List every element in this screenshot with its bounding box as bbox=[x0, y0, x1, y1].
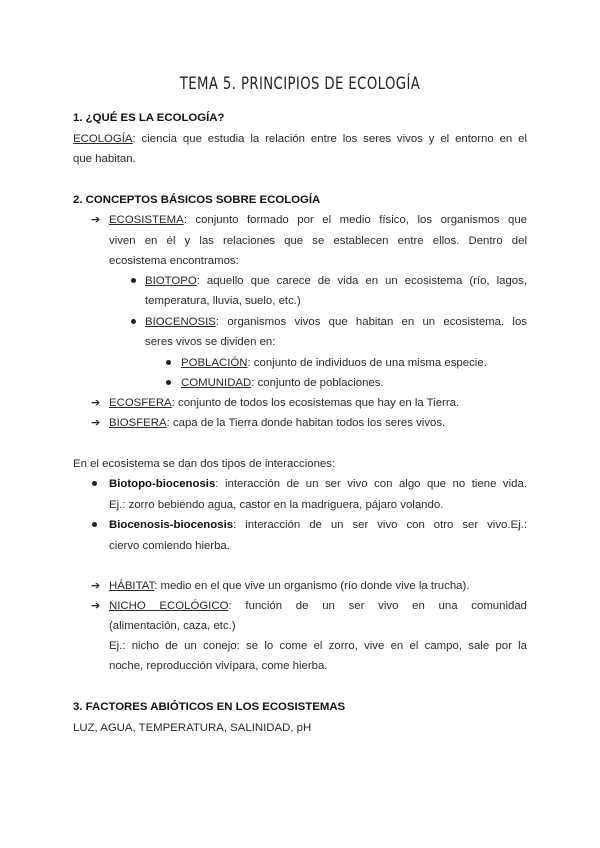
biocenosis-line2: seres vivos se dividen en: bbox=[145, 336, 276, 348]
poblacion-item bbox=[181, 356, 487, 370]
biotopo-line1 bbox=[145, 274, 527, 288]
interactions-intro: En el ecosistema se dan dos tipos de interacciones: bbox=[73, 458, 336, 470]
biocenosis-def: : organismos vivos que habitan en un ecosistema. los bbox=[215, 316, 527, 328]
nicho-def: : función de un ser vivo en una comunidad bbox=[228, 600, 528, 612]
biocenosis-term: BIOCENOSIS bbox=[145, 316, 216, 328]
bb-line2: Ej.: zorro bebiendo agua, castor en la madriguera, pájaro volando. bbox=[109, 499, 444, 511]
bullet-dot-icon bbox=[92, 522, 97, 527]
section-1-heading: 1. ¿QUÉ ES LA ECOLOGÍA? bbox=[73, 112, 225, 124]
habitat-def: : medio en el que vive un organismo (río donde vive la trucha). bbox=[154, 580, 470, 592]
ecosistema-def: : conjunto formado por el medio físico, los organismos que bbox=[183, 214, 527, 226]
cc-def: : interacción de un ser vivo con otro ser vivo.Ej.: bbox=[233, 519, 527, 531]
poblacion-term: POBLACIÓN bbox=[181, 357, 248, 369]
habitat-term: HÁBITAT bbox=[109, 580, 155, 592]
bullet-dot-icon bbox=[166, 360, 171, 365]
nicho-line2: (alimentación, caza, etc.) bbox=[109, 620, 236, 632]
biotopo-term: BIOTOPO bbox=[145, 275, 197, 287]
bullet-dot-icon bbox=[131, 278, 136, 283]
section-3-heading: 3. FACTORES ABIÓTICOS EN LOS ECOSISTEMAS bbox=[73, 701, 346, 713]
arrow-icon: ➔ bbox=[91, 214, 101, 226]
biocenosis-line1 bbox=[145, 315, 527, 329]
cc-term: Biocenosis-biocenosis bbox=[109, 519, 234, 531]
bullet-dot-icon bbox=[131, 319, 136, 324]
habitat-item bbox=[109, 579, 469, 593]
abiotic-factors-list: LUZ, AGUA, TEMPERATURA, SALINIDAD, pH bbox=[73, 722, 312, 734]
ecosfera-def: : conjunto de todos los ecosistemas que hay en la Tierra. bbox=[171, 397, 460, 409]
bb-def: : interacción de un ser vivo con algo que no tiene vida. bbox=[215, 478, 527, 490]
ecosistema-line1 bbox=[109, 213, 527, 227]
page-title: TEMA 5. PRINCIPIOS DE ECOLOGÍA bbox=[179, 74, 421, 94]
arrow-icon: ➔ bbox=[91, 600, 101, 612]
section-2-heading: 2. CONCEPTOS BÁSICOS SOBRE ECOLOGÍA bbox=[73, 194, 321, 206]
ecologia-term: ECOLOGÍA bbox=[73, 133, 133, 145]
ecosistema-line3: ecosistema encontramos: bbox=[109, 255, 239, 267]
ecosfera-term: ECOSFERA bbox=[109, 397, 172, 409]
biosfera-term: BIOSFERA bbox=[109, 417, 167, 429]
arrow-icon: ➔ bbox=[91, 580, 101, 592]
ecologia-def-line1: : ciencia que estudia la relación entre los seres vivos y el entorno en el bbox=[132, 133, 527, 145]
arrow-icon: ➔ bbox=[91, 417, 101, 429]
nicho-term: NICHO ECOLÓGICO bbox=[109, 600, 229, 612]
ecosistema-term: ECOSISTEMA bbox=[109, 214, 184, 226]
arrow-icon: ➔ bbox=[91, 397, 101, 409]
biosfera-item bbox=[109, 416, 445, 430]
bullet-dot-icon bbox=[166, 380, 171, 385]
biotopo-def: : aquello que carece de vida en un ecosistema (río, lagos, bbox=[196, 275, 527, 287]
comunidad-item bbox=[181, 376, 384, 390]
nicho-line4: noche, reproducción vivípara, come hierba. bbox=[109, 660, 328, 672]
ecologia-def-line2: que habitan. bbox=[73, 153, 136, 165]
ecosistema-line2: viven en él y las relaciones que se establecen entre ellos. Dentro del bbox=[109, 235, 527, 247]
bb-term: Biotopo-biocenosis bbox=[109, 478, 216, 490]
poblacion-def: : conjunto de individuos de una misma especie. bbox=[247, 357, 487, 369]
comunidad-term: COMUNIDAD bbox=[181, 377, 252, 389]
nicho-line3: Ej.: nicho de un conejo: se lo come el zorro, vive en el campo, sale por la bbox=[109, 640, 527, 652]
nicho-line1 bbox=[109, 599, 527, 613]
ecologia-definition bbox=[73, 132, 527, 146]
comunidad-def: : conjunto de poblaciones. bbox=[251, 377, 384, 389]
biosfera-def: : capa de la Tierra donde habitan todos los seres vivos. bbox=[166, 417, 446, 429]
ecosfera-item bbox=[109, 396, 459, 410]
cc-line2: ciervo comiendo hierba. bbox=[109, 540, 230, 552]
biotopo-line2: temperatura, lluvia, suelo, etc.) bbox=[145, 295, 301, 307]
cc-line1 bbox=[109, 518, 527, 532]
bb-line1 bbox=[109, 477, 527, 491]
bullet-dot-icon bbox=[92, 481, 97, 486]
